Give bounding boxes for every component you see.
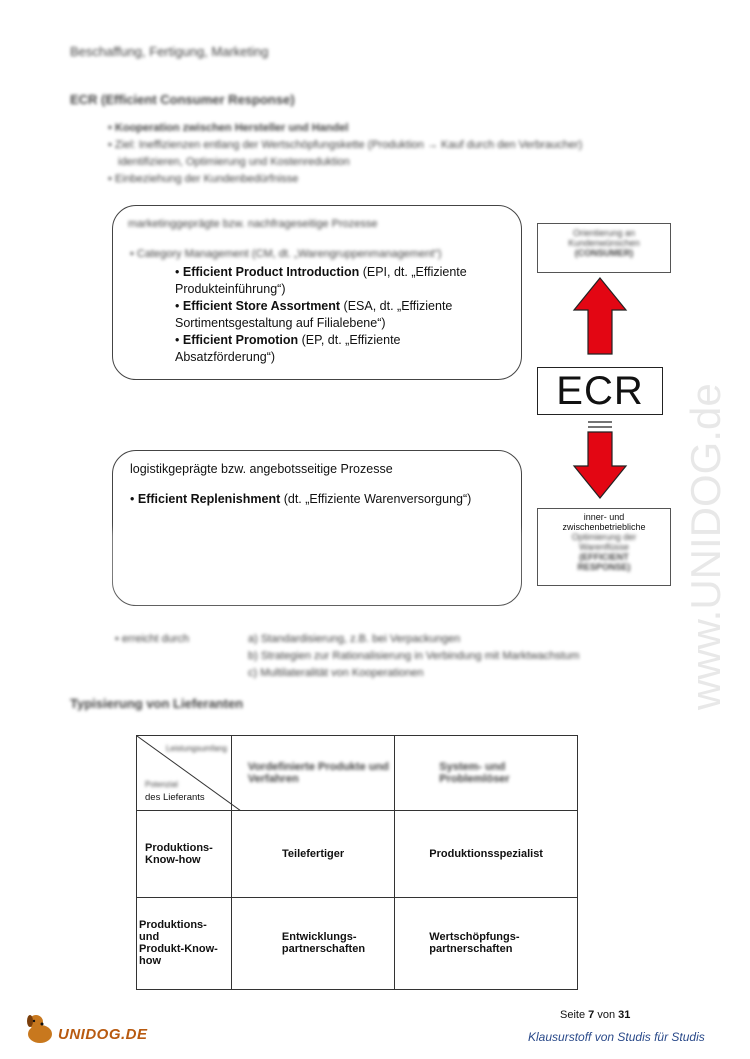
- reach-label: • erreicht durch: [115, 633, 190, 645]
- ecr-label-box: ECR: [537, 367, 663, 415]
- bullet-item: • Kooperation zwischen Hersteller und Handel: [108, 122, 349, 134]
- efficient-response-box: inner- und zwischenbetriebliche Optimierung der Warenflüsse (EFFICIENT RESPONSE): [537, 508, 671, 586]
- bullet-item: • Einbeziehung der Kundenbedürfnisse: [108, 173, 299, 185]
- blurred-area: [114, 530, 518, 602]
- table-cell: Teilefertiger: [231, 811, 394, 897]
- consumer-box: Orientierung an Kundenwünschen (CONSUMER): [537, 223, 671, 273]
- footer-tagline: Klausurstoff von Studis für Studis: [528, 1030, 705, 1044]
- table-cell: Entwicklungs- partnerschaften: [231, 897, 394, 989]
- section-title-suppliers: Typisierung von Lieferanten: [70, 696, 244, 711]
- table-cell: Produktionsspezialist: [395, 811, 578, 897]
- logo-text: UNIDOG.DE: [58, 1026, 148, 1043]
- bullet-item: • Ziel: Ineffizienzen entlang der Wertschöpfungskette (Produktion → Kauf durch den Verbraucher): [108, 139, 583, 151]
- row-header: Produktions- Know-how: [137, 811, 232, 897]
- list-item: • Efficient Store Assortment (ESA, dt. „Effiziente Sortimentsgestaltung auf Filialebene“): [175, 299, 453, 330]
- bullet-item: identifizieren, Optimierung und Kostenreduktion: [118, 156, 350, 168]
- reach-item-c: c) Multilateralität von Kooperationen: [248, 667, 424, 679]
- dog-logo-icon: [22, 1012, 58, 1046]
- marketing-heading: marketinggeprägte bzw. nachfrageseitige Prozesse: [128, 218, 378, 230]
- page-header: Beschaffung, Fertigung, Marketing: [70, 44, 269, 59]
- section-title-ecr: ECR (Efficient Consumer Response): [70, 92, 295, 107]
- marketing-list: [175, 264, 495, 366]
- svg-text:www.UNIDOG.de: www.UNIDOG.de: [682, 383, 729, 710]
- logistics-item: • Efficient Replenishment (dt. „Effiziente Warenversorgung“): [130, 492, 472, 506]
- ecr-bullets: [108, 120, 668, 188]
- reach-item-a: a) Standardisierung, z.B. bei Verpackungen: [248, 633, 461, 645]
- col-header: System- und Problemlöser: [395, 736, 578, 811]
- corner-cell: Leistungsumfang Potenzial des Lieferants: [137, 736, 232, 811]
- list-item: • Efficient Product Introduction (EPI, dt. „Effiziente Produkteinführung“): [175, 265, 467, 296]
- page-number: Seite 7 von 31: [560, 1009, 631, 1021]
- col-header: Vordefinierte Produkte und Verfahren: [231, 736, 394, 811]
- list-item: • Efficient Promotion (EP, dt. „Effiziente Absatzförderung“): [175, 333, 401, 364]
- logistics-heading: logistikgeprägte bzw. angebotsseitige Prozesse: [130, 462, 393, 476]
- category-management: • Category Management (CM, dt. „Warengruppenmanagement“): [130, 248, 442, 260]
- reach-item-b: b) Strategien zur Rationalisierung in Verbindung mit Marktwachstum: [248, 650, 580, 662]
- supplier-types-table: [136, 735, 578, 990]
- row-header: Produktions- und Produkt-Know-how: [137, 897, 232, 989]
- watermark: [590, 260, 750, 720]
- table-cell: Wertschöpfungs- partnerschaften: [395, 897, 578, 989]
